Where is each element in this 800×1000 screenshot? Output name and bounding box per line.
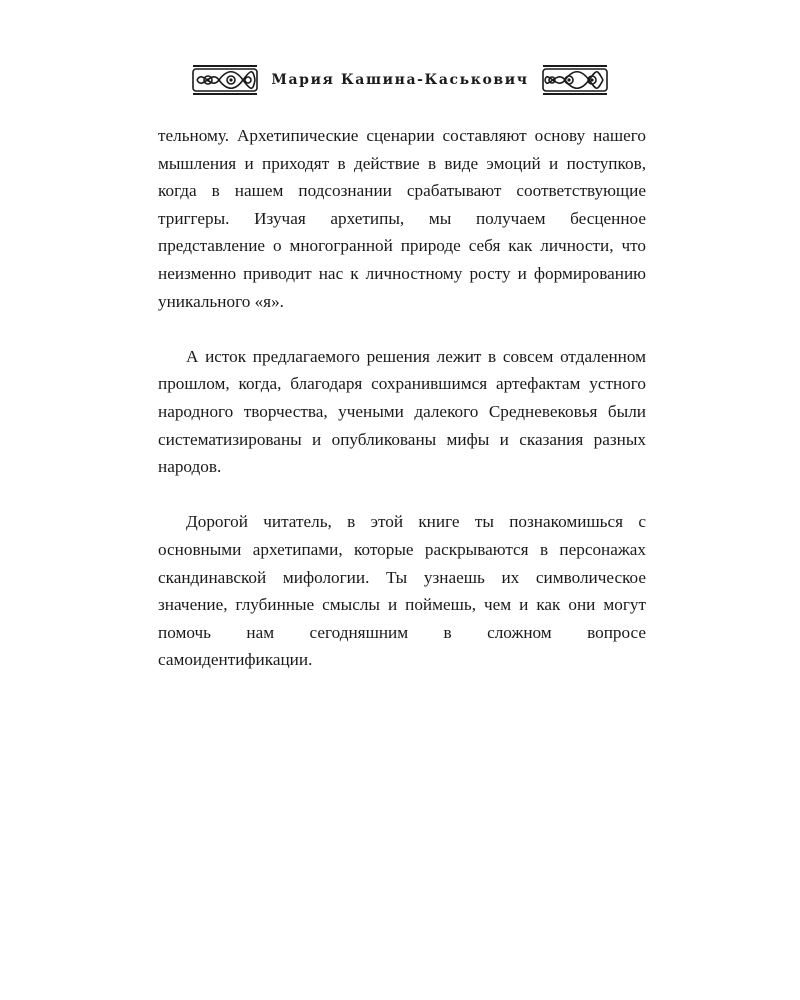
- paragraph-spacer: [158, 481, 646, 509]
- running-header: [0, 62, 800, 98]
- paragraph-spacer: [158, 315, 646, 343]
- main-text-block: [158, 122, 646, 674]
- paragraph: Дорогой читатель, в этой книге ты познакомишься с основными архетипами, которые раскрываются в персонажах скандинавской мифологии. Ты узнаешь их символическое значение, глубинные смыслы и поймешь, чем и как они могут помочь нам сегодняшним в сложном вопросе самоидентификации.: [158, 512, 646, 670]
- header-author-name: Мария Кашина-Каськович: [271, 72, 529, 88]
- paragraph: А исток предлагаемого решения лежит в совсем отдаленном прошлом, когда, благодаря сохранившимся артефактам устного народного творчества, учеными далекого Средневековья были систематизированы и опубликованы мифы и сказания разных народов.: [158, 346, 646, 477]
- knotwork-ornament-icon: [541, 65, 609, 95]
- paragraph-continuation: тельному. Архетипические сценарии составляют основу нашего мышления и приходят в действие в виде эмоций и поступков, когда в нашем подсознании срабатывают соответствующие триггеры. Изучая архетипы, мы получаем бесценное представление о многогранной природе себя как личности, что неизменно приводит нас к личностному росту и формированию уникального «я».: [158, 126, 646, 311]
- knotwork-ornament-icon: [191, 65, 259, 95]
